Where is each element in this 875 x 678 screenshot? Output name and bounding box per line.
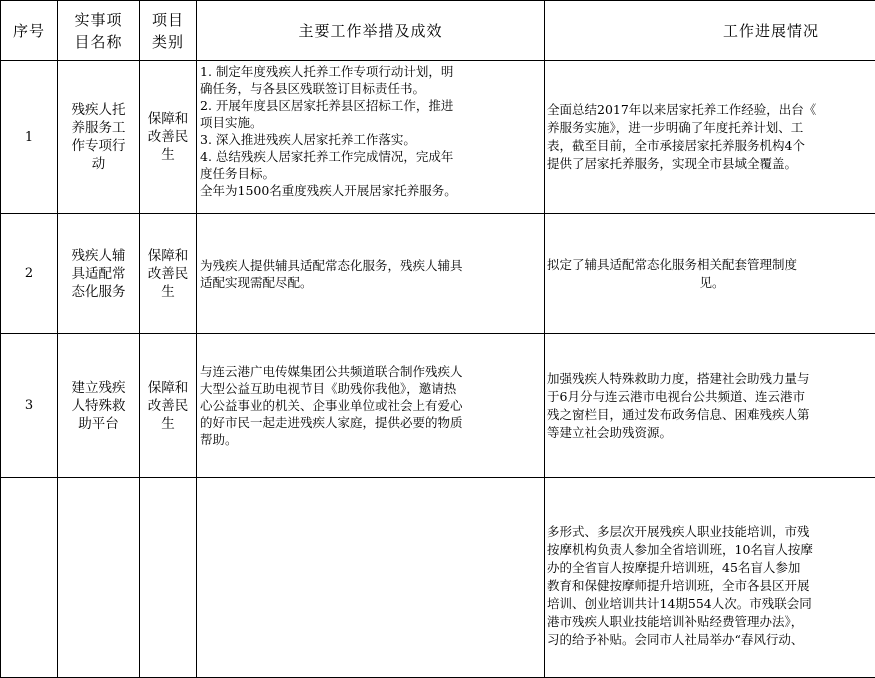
row-no: 3	[1, 334, 58, 478]
header-no: 序号	[1, 1, 58, 61]
row-progress: 多形式、多层次开展残疾人职业技能培训，市残 按摩机构负责人参加全省培训班，10名盲人按摩 办的全省盲人按摩提升培训班，45名盲人参加 教育和保健按摩师提升培训班，全市各县区开展 培训、创业培训共计14期554人次。市残联会同 港市残疾人职业技能培训补贴经费管理办法》， 习的给予补贴。会同市人社局举办“春风行动、	[545, 478, 875, 678]
header-row	[1, 1, 875, 61]
row-measures: 1. 制定年度残疾人托养工作专项行动计划，明 确任务，与各县区残联签订目标责任书。 2. 开展年度县区居家托养县区招标工作，推进 项目实施。 3. 深入推进残疾人居家托养工作落实。 4. 总结残疾人居家托养工作完成情况，完成年 度任务目标。 全年为1500名重度残疾人开展居家托养服务。	[197, 61, 545, 214]
row-category	[140, 478, 197, 678]
table-row	[1, 61, 875, 214]
row-no: 2	[1, 214, 58, 334]
header-progress: 工作进展情况	[545, 1, 875, 61]
row-no: 1	[1, 61, 58, 214]
row-category: 保障和 改善民 生	[140, 334, 197, 478]
row-measures: 与连云港广电传媒集团公共频道联合制作残疾人 大型公益互助电视节目《助残你我他》，邀请热 心公益事业的机关、企事业单位或社会上有爱心 的好市民一起走进残疾人家庭，提供必要的物质 帮助。	[197, 334, 545, 478]
table-row	[1, 214, 875, 334]
row-progress: 拟定了辅具适配常态化服务相关配套管理制度 见。	[545, 214, 875, 334]
row-name: 建立残疾 人特殊救 助平台	[58, 334, 140, 478]
row-name	[58, 478, 140, 678]
row-name: 残疾人托 养服务工 作专项行 动	[58, 61, 140, 214]
header-category: 项目 类别	[140, 1, 197, 61]
table-row	[1, 478, 875, 678]
row-progress: 加强残疾人特殊救助力度，搭建社会助残力量与 于6月分与连云港市电视台公共频道、连云港市 残之窗栏目，通过发布政务信息、困难残疾人第 等建立社会助残资源。	[545, 334, 875, 478]
row-category: 保障和 改善民 生	[140, 214, 197, 334]
row-name: 残疾人辅 具适配常 态化服务	[58, 214, 140, 334]
row-measures: 为残疾人提供辅具适配常态化服务，残疾人辅具 适配实现需配尽配。	[197, 214, 545, 334]
row-no	[1, 478, 58, 678]
header-measures: 主要工作举措及成效	[197, 1, 545, 61]
row-category: 保障和 改善民 生	[140, 61, 197, 214]
row-progress: 全面总结2017年以来居家托养工作经验，出台《 养服务实施》，进一步明确了年度托养计划、工 表，截至目前，全市承接居家托养服务机构4个 提供了居家托养服务，实现全市县域全覆盖。	[545, 61, 875, 214]
header-name: 实事项 目名称	[58, 1, 140, 61]
row-measures	[197, 478, 545, 678]
table-row	[1, 334, 875, 478]
